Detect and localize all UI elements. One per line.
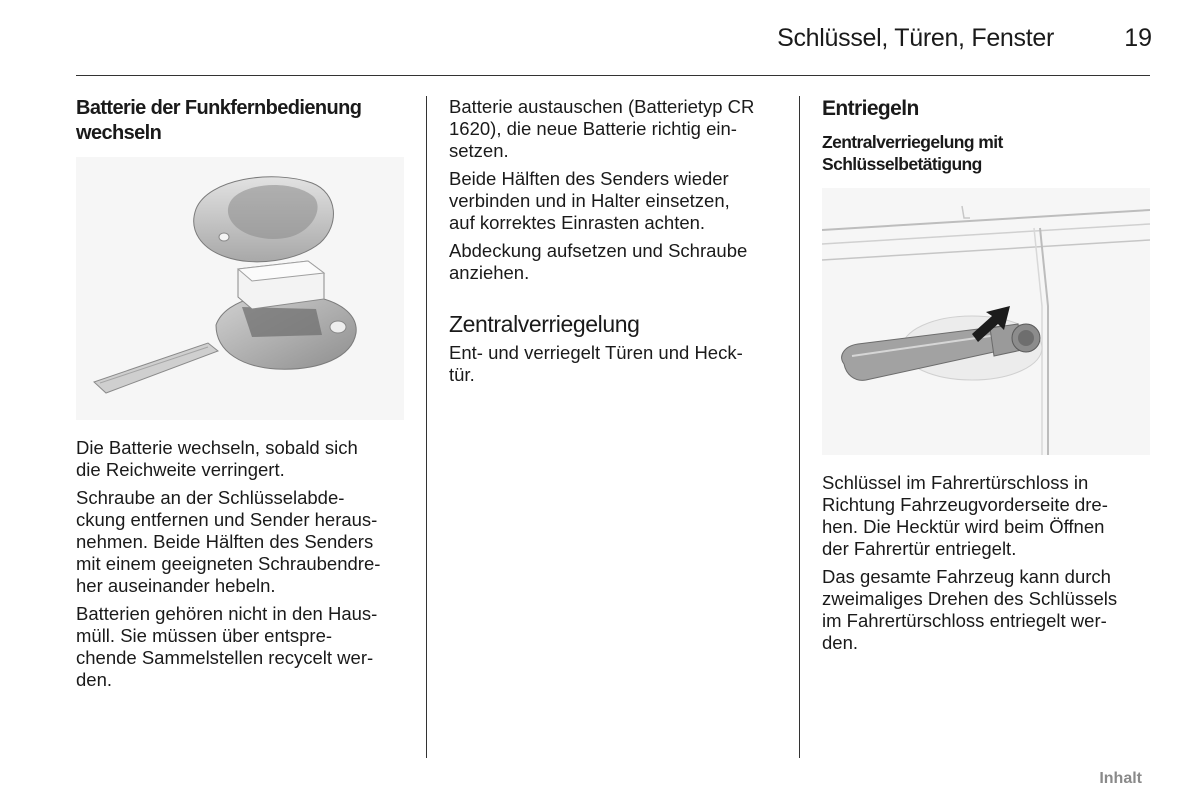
paragraph-central-locking: Ent- und verriegelt Türen und Heck- tür. [449,342,743,385]
column-unlocking [822,96,1152,175]
paragraph-turn-key: Schlüssel im Fahrertürschloss in Richtung Fahrzeugvorderseite dre- hen. Die Hecktür wird beim Öffnen der Fahrertür entriegelt. [822,472,1108,559]
paragraph-battery-range: Die Batterie wechseln, sobald sich die Reichweite verringert. [76,437,358,480]
door-handle-key-icon [822,188,1150,455]
section-heading-battery: Batterie der Funkfernbedienung wechseln [76,97,362,144]
column-unlocking-text [822,472,1152,654]
contents-link[interactable]: Inhalt [1099,770,1142,787]
header-divider [76,75,1150,76]
remote-key-battery-icon [76,157,404,420]
column-battery-continued [449,96,781,386]
page-header-title: Schlüssel, Türen, Fenster [777,24,1054,52]
paragraph-reassemble: Beide Hälften des Senders wieder verbinden und in Halter einsetzen, auf korrektes Einrasten achten. [449,168,730,233]
paragraph-remove-screw: Schraube an der Schlüsselabde- ckung entfernen und Sender heraus- nehmen. Beide Hälften des Senders mit einem geeigneten Schraubendre- her auseinander hebeln. [76,487,381,596]
column-divider-right [799,96,800,758]
paragraph-cover-screw: Abdeckung aufsetzen und Schraube anziehen. [449,240,748,283]
section-heading-unlock: Entriegeln [822,97,919,120]
paragraph-double-turn: Das gesamte Fahrzeug kann durch zweimaliges Drehen des Schlüssels im Fahrertürschloss entriegelt wer- den. [822,566,1118,653]
section-heading-central-locking: Zentralverriegelung [449,311,640,337]
column-divider-left [426,96,427,758]
page-number: 19 [1124,24,1152,52]
column-battery-text [76,437,408,691]
column-battery-replacement [76,96,408,146]
paragraph-replace-battery: Batterie austauschen (Batterietyp CR 1620), die neue Batterie richtig ein- setzen. [449,96,755,161]
subheading-key-operation: Zentralverriegelung mit Schlüsselbetätigung [822,132,1003,174]
paragraph-recycling: Batterien gehören nicht in den Haus- müll. Sie müssen über entspre- chende Sammelstellen recycelt wer- den. [76,603,378,690]
